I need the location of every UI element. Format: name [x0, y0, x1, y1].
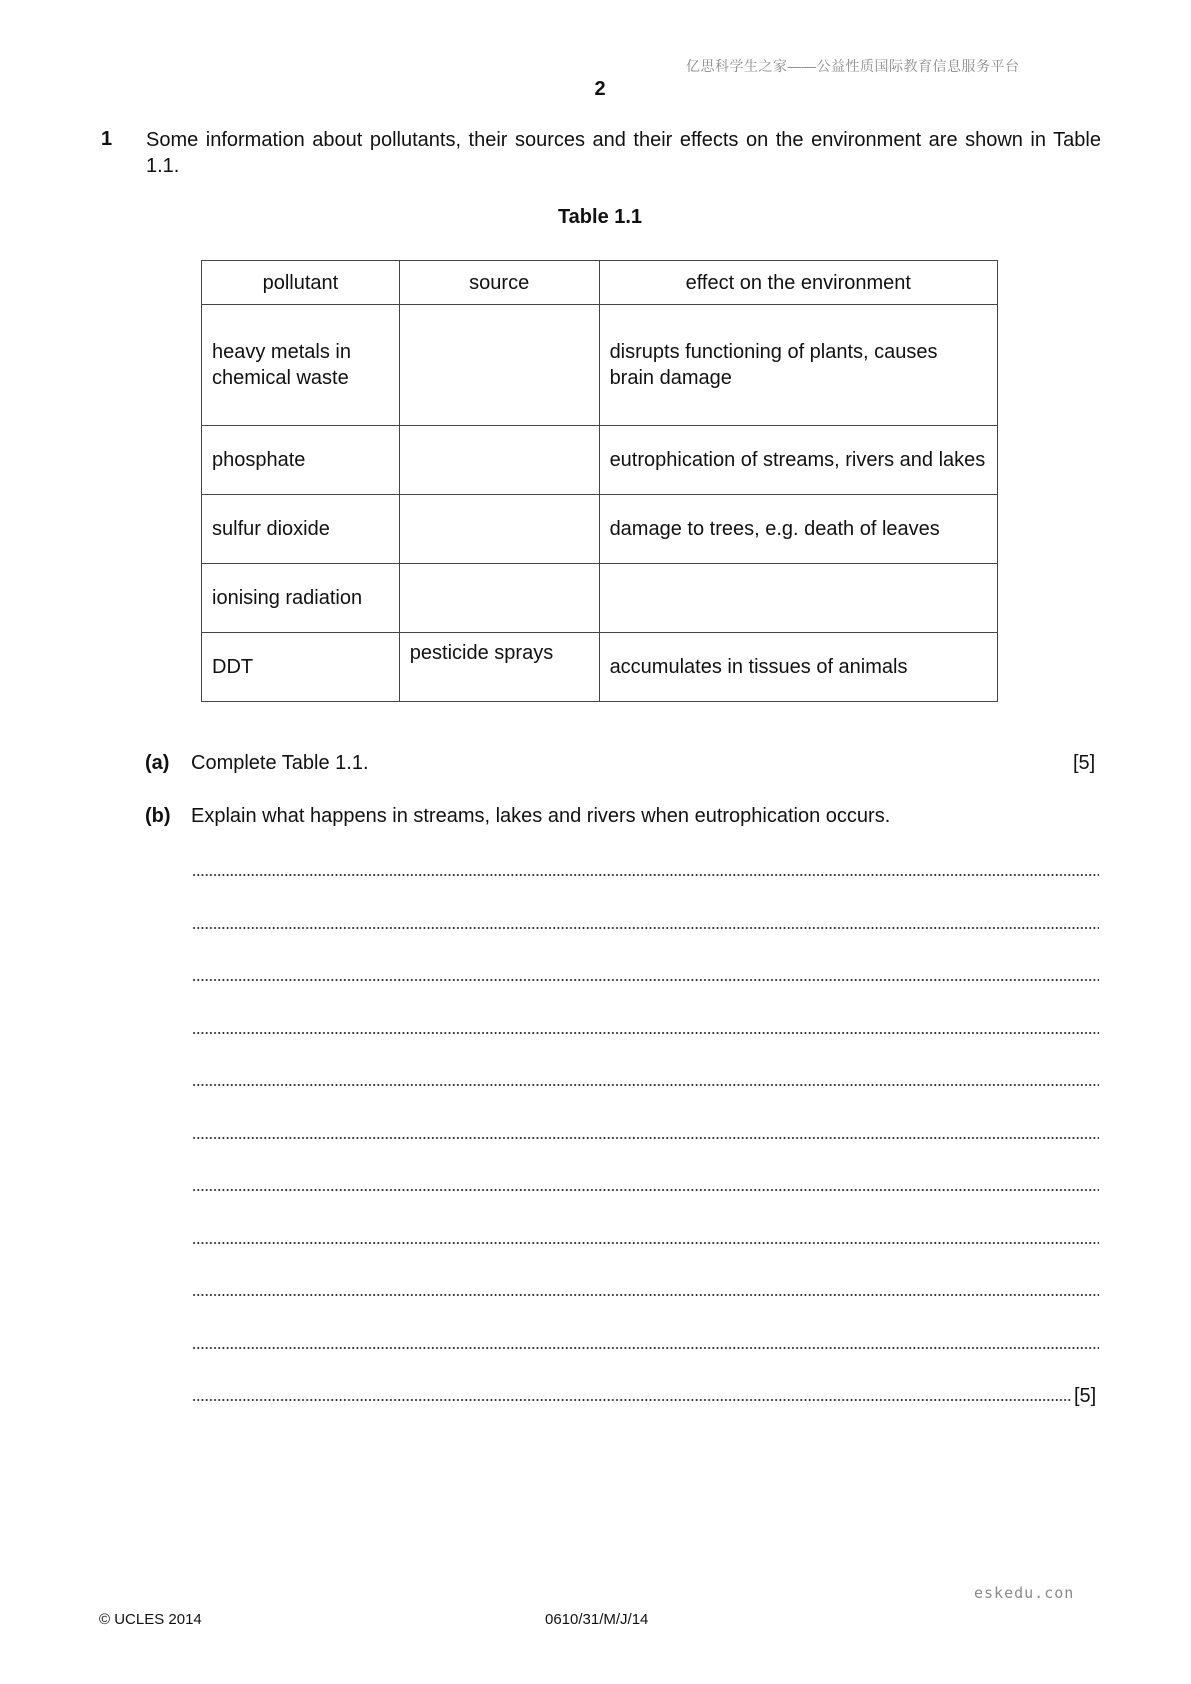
cell-effect-answer[interactable]: [599, 564, 997, 633]
pollutant-table: [201, 260, 998, 702]
table-row: [202, 305, 998, 426]
table-row: [202, 495, 998, 564]
header-source: source: [399, 261, 599, 305]
table-caption: Table 1.1: [557, 206, 643, 228]
part-b-marks: [5]: [1074, 1385, 1097, 1407]
cell-effect: eutrophication of streams, rivers and lakes: [599, 426, 997, 495]
table-row: [202, 633, 998, 702]
footer-paper-code: 0610/31/M/J/14: [545, 1611, 649, 1628]
cell-effect: damage to trees, e.g. death of leaves: [599, 495, 997, 564]
answer-line[interactable]: [192, 1398, 1072, 1402]
answer-line[interactable]: [192, 1293, 1099, 1297]
part-a-label: (a): [145, 752, 170, 774]
header-watermark: 亿思科学生之家——公益性质国际教育信息服务平台: [686, 58, 1020, 74]
header-effect: effect on the environment: [599, 261, 997, 305]
answer-line[interactable]: [192, 1136, 1099, 1140]
cell-source-answer[interactable]: [399, 305, 599, 426]
cell-source-answer[interactable]: [399, 564, 599, 633]
part-a-marks: [5]: [1073, 752, 1096, 774]
cell-pollutant: ionising radiation: [202, 564, 400, 633]
answer-line[interactable]: [192, 926, 1099, 930]
answer-line[interactable]: [192, 978, 1099, 982]
cell-source-answer[interactable]: [399, 426, 599, 495]
part-a-text: Complete Table 1.1.: [191, 752, 369, 774]
question-number: 1: [101, 128, 113, 150]
table-row: [202, 426, 998, 495]
cell-pollutant: sulfur dioxide: [202, 495, 400, 564]
cell-pollutant: phosphate: [202, 426, 400, 495]
page-number: 2: [594, 78, 606, 100]
answer-line[interactable]: [192, 1031, 1099, 1035]
header-pollutant: pollutant: [202, 261, 400, 305]
table-row: [202, 564, 998, 633]
cell-effect: accumulates in tissues of animals: [599, 633, 997, 702]
cell-source: pesticide sprays: [399, 633, 599, 702]
answer-line[interactable]: [192, 1346, 1099, 1350]
cell-pollutant: DDT: [202, 633, 400, 702]
part-b-label: (b): [145, 805, 171, 827]
footer-watermark: eskedu.con: [974, 1584, 1075, 1602]
cell-pollutant: heavy metals in chemical waste: [202, 305, 400, 426]
answer-line[interactable]: [192, 1241, 1099, 1245]
answer-line[interactable]: [192, 873, 1099, 877]
question-intro: Some information about pollutants, their sources and their effects on the environment are shown in Table 1.1.: [146, 129, 1101, 177]
table-header-row: [202, 261, 998, 305]
footer-copyright: © UCLES 2014: [99, 1611, 202, 1628]
cell-effect: disrupts functioning of plants, causes brain damage: [599, 305, 997, 426]
cell-source-answer[interactable]: [399, 495, 599, 564]
answer-line[interactable]: [192, 1188, 1099, 1192]
answer-line[interactable]: [192, 1083, 1099, 1087]
part-b-text: Explain what happens in streams, lakes and rivers when eutrophication occurs.: [191, 805, 891, 827]
